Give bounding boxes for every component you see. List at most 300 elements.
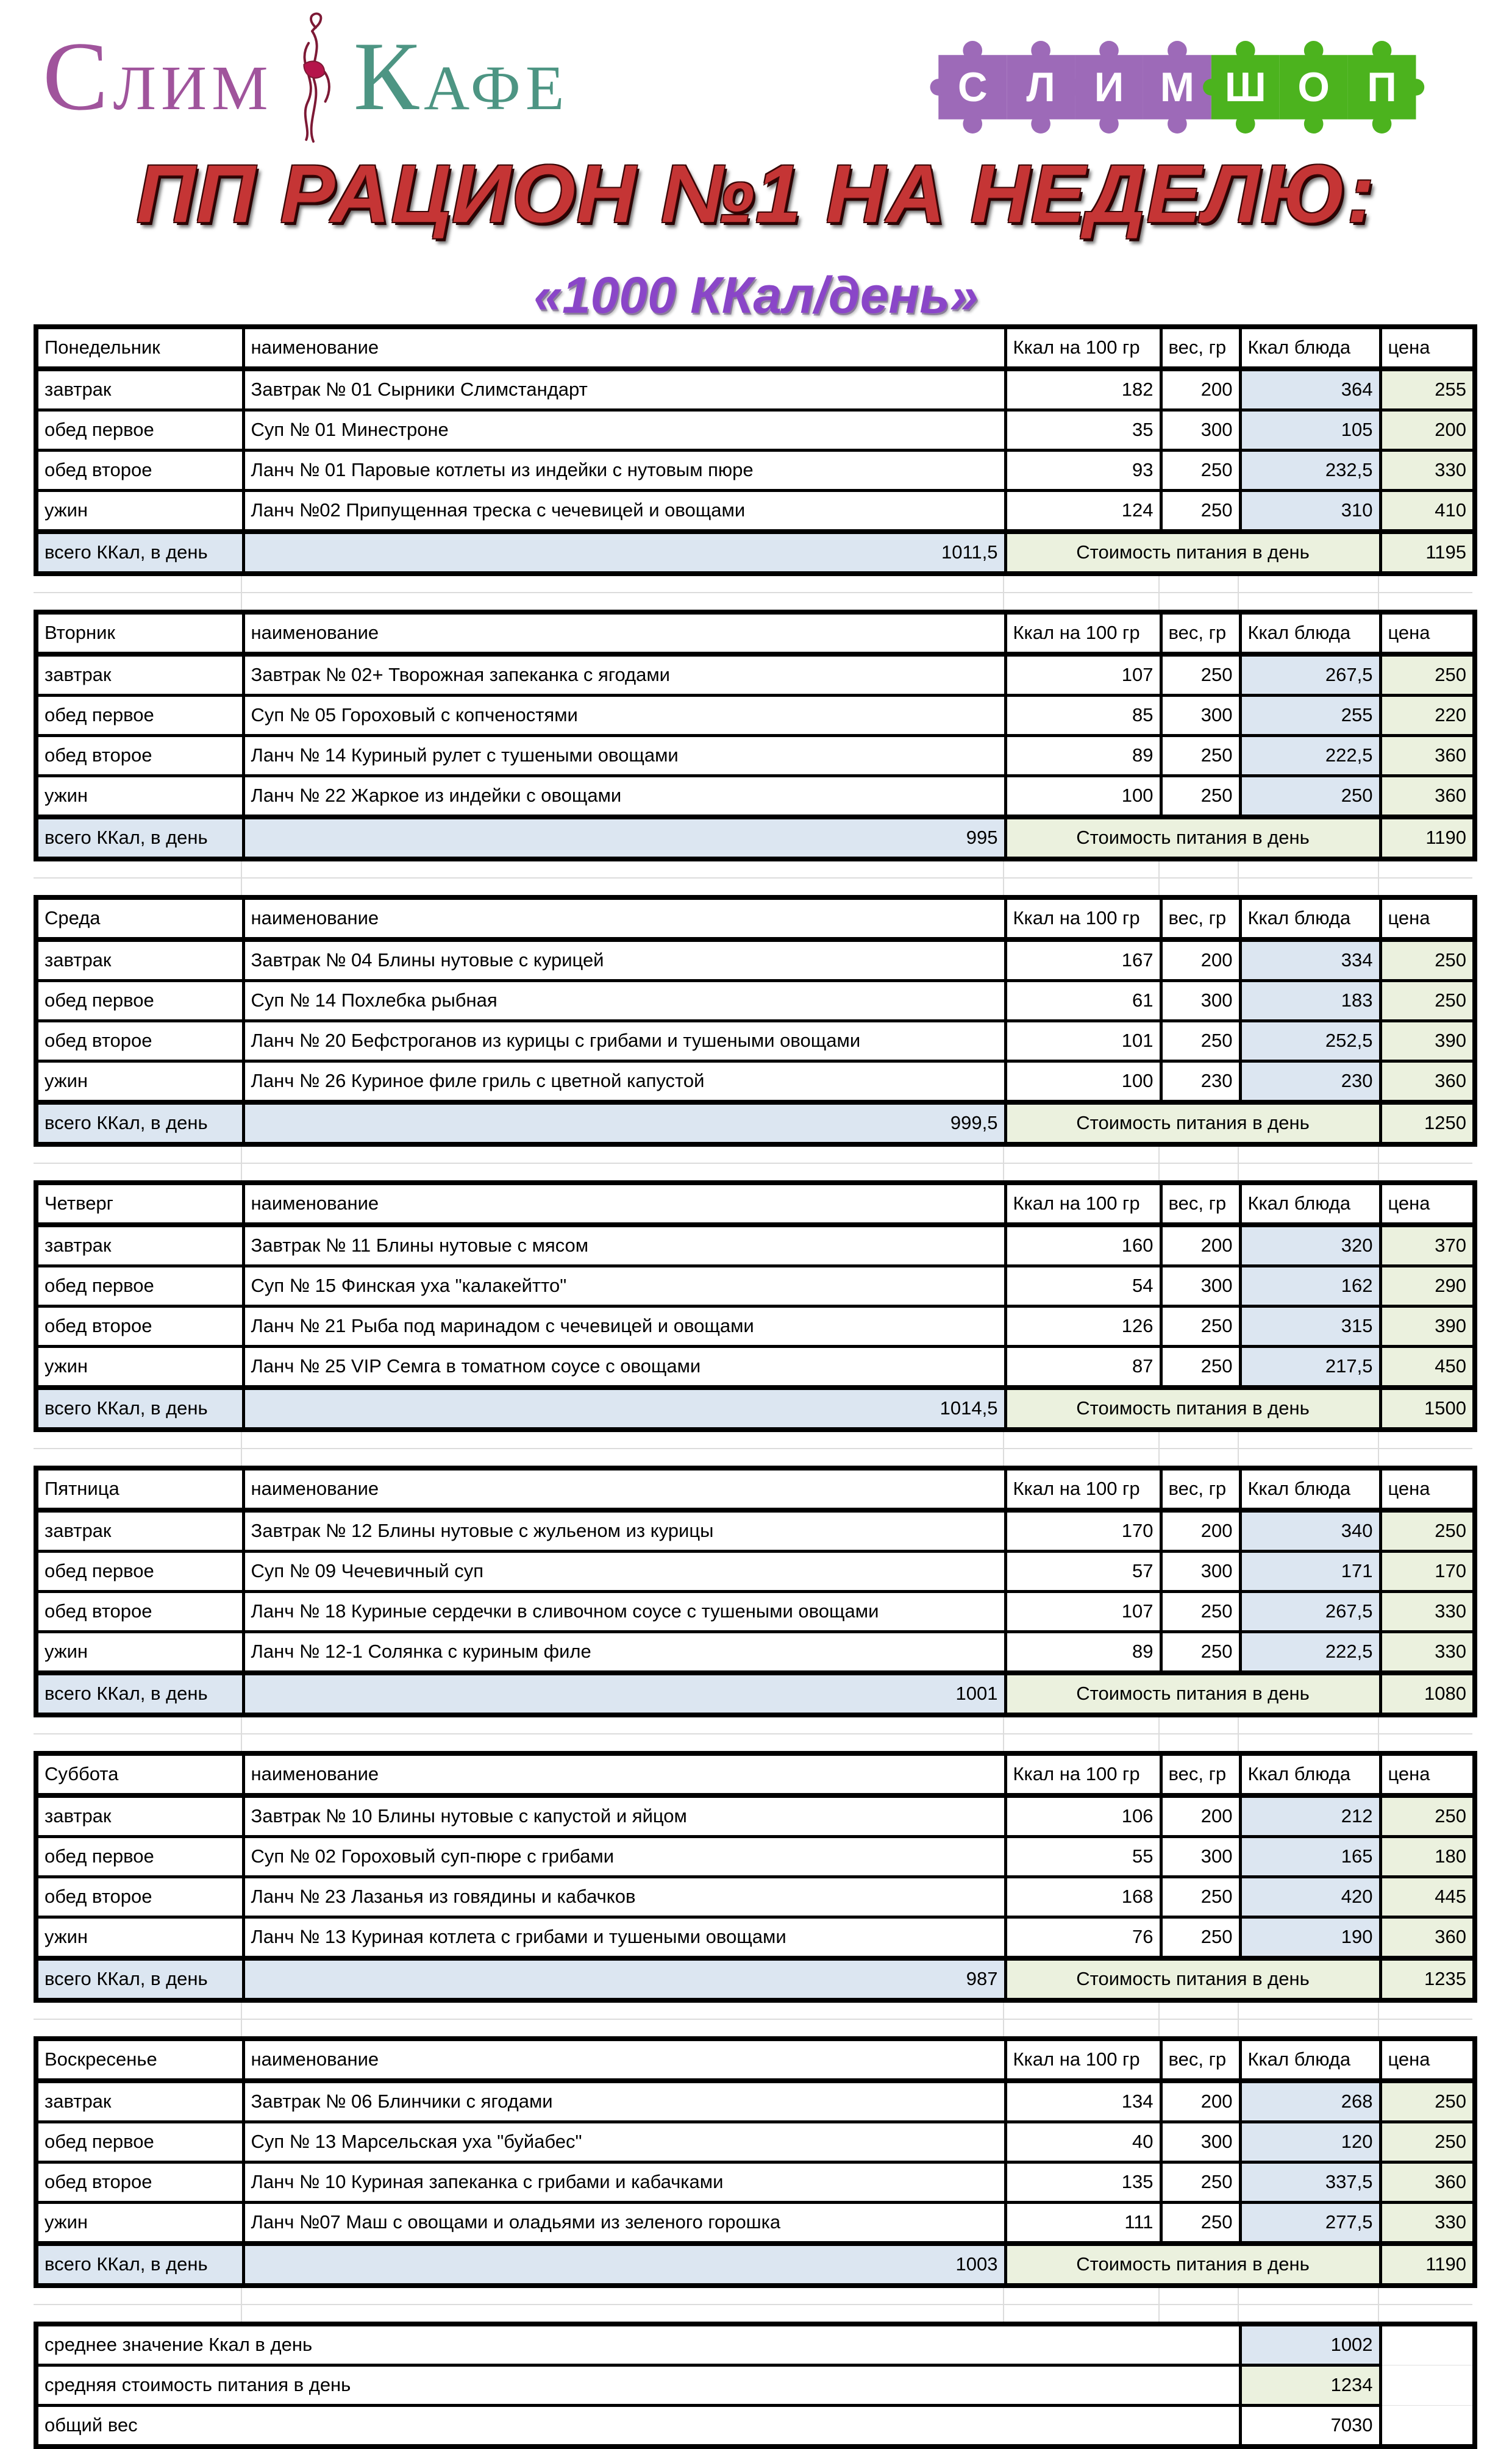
meal-type: ужин bbox=[36, 1917, 243, 1959]
weight-value: 300 bbox=[1161, 1266, 1240, 1306]
meal-type: ужин bbox=[36, 1347, 243, 1388]
meal-row bbox=[36, 776, 1475, 818]
day-total-kcal: 995 bbox=[243, 817, 1005, 859]
day-cost-value: 1500 bbox=[1380, 1388, 1475, 1430]
meal-row bbox=[36, 939, 1475, 981]
price-value: 360 bbox=[1380, 736, 1475, 776]
kcal-per-100-value: 107 bbox=[1005, 654, 1161, 696]
kcal-per-100-value: 107 bbox=[1005, 1592, 1161, 1632]
kcal-per-100-value: 124 bbox=[1005, 491, 1161, 532]
day-header-row bbox=[36, 2039, 1475, 2081]
meal-row bbox=[36, 1877, 1475, 1917]
day-table bbox=[34, 324, 1477, 576]
day-total-row bbox=[36, 1102, 1475, 1144]
price-value: 255 bbox=[1380, 369, 1475, 410]
puzzle-letter: Л bbox=[1026, 65, 1055, 111]
summary-value: 1002 bbox=[1240, 2324, 1380, 2365]
day-name: Пятница bbox=[36, 1468, 243, 1510]
dish-kcal-value: 267,5 bbox=[1240, 1592, 1380, 1632]
day-table bbox=[34, 610, 1477, 861]
meal-type: обед первое bbox=[36, 696, 243, 736]
kcal-per-100-value: 89 bbox=[1005, 736, 1161, 776]
meal-type: завтрак bbox=[36, 939, 243, 981]
price-value: 250 bbox=[1380, 2081, 1475, 2122]
column-header-price: цена bbox=[1380, 1753, 1475, 1795]
summary-table bbox=[34, 2322, 1477, 2449]
dish-name: Ланч № 20 Бефстроганов из курицы с грибами и тушеными овощами bbox=[243, 1021, 1005, 1061]
total-kcal-label: всего ККал, в день bbox=[36, 1673, 243, 1715]
column-header-kcal100: Ккал на 100 гр bbox=[1005, 327, 1161, 369]
meal-type: обед первое bbox=[36, 2122, 243, 2162]
meal-row bbox=[36, 1592, 1475, 1632]
summary-empty-cell bbox=[1380, 2406, 1475, 2447]
weight-value: 250 bbox=[1161, 2203, 1240, 2244]
cost-label: Стоимость питания в день bbox=[1005, 1958, 1380, 2000]
dish-name: Суп № 15 Финская уха "калакейтто" bbox=[243, 1266, 1005, 1306]
dish-name: Ланч № 10 Куриная запеканка с грибами и кабачками bbox=[243, 2162, 1005, 2203]
day-header-row bbox=[36, 897, 1475, 939]
column-header-price: цена bbox=[1380, 1468, 1475, 1510]
dish-name: Завтрак № 11 Блины нутовые с мясом bbox=[243, 1225, 1005, 1266]
day-cost-value: 1250 bbox=[1380, 1102, 1475, 1144]
puzzle-letter: Ш bbox=[1224, 65, 1266, 111]
weight-value: 250 bbox=[1161, 1021, 1240, 1061]
weight-value: 250 bbox=[1161, 1306, 1240, 1347]
dish-name: Ланч № 22 Жаркое из индейки с овощами bbox=[243, 776, 1005, 818]
cost-label: Стоимость питания в день bbox=[1005, 1388, 1380, 1430]
weight-value: 200 bbox=[1161, 1225, 1240, 1266]
kcal-per-100-value: 167 bbox=[1005, 939, 1161, 981]
meal-row bbox=[36, 696, 1475, 736]
price-value: 390 bbox=[1380, 1021, 1475, 1061]
dish-name: Ланч №07 Маш с овощами и оладьями из зеленого горошка bbox=[243, 2203, 1005, 2244]
cost-label: Стоимость питания в день bbox=[1005, 532, 1380, 574]
meal-type: обед первое bbox=[36, 1552, 243, 1592]
meal-type: завтрак bbox=[36, 654, 243, 696]
puzzle-letter: С bbox=[957, 65, 988, 111]
day-name: Воскресенье bbox=[36, 2039, 243, 2081]
dish-kcal-value: 212 bbox=[1240, 1795, 1380, 1837]
summary-empty-cell bbox=[1380, 2324, 1475, 2365]
day-total-kcal: 1011,5 bbox=[243, 532, 1005, 574]
weight-value: 300 bbox=[1161, 1552, 1240, 1592]
day-cost-value: 1190 bbox=[1380, 817, 1475, 859]
price-value: 330 bbox=[1380, 451, 1475, 491]
meal-type: обед первое bbox=[36, 1837, 243, 1877]
column-header-name: наименование bbox=[243, 897, 1005, 939]
day-total-row bbox=[36, 532, 1475, 574]
column-header-kcal: Ккал блюда bbox=[1240, 1468, 1380, 1510]
price-value: 330 bbox=[1380, 2203, 1475, 2244]
kcal-per-100-value: 54 bbox=[1005, 1266, 1161, 1306]
dish-kcal-value: 165 bbox=[1240, 1837, 1380, 1877]
price-value: 290 bbox=[1380, 1266, 1475, 1306]
column-header-weight: вес, гр bbox=[1161, 1468, 1240, 1510]
kcal-per-100-value: 101 bbox=[1005, 1021, 1161, 1061]
dish-name: Завтрак № 12 Блины нутовые с жульеном из курицы bbox=[243, 1510, 1005, 1552]
meal-type: обед второе bbox=[36, 736, 243, 776]
meal-type: ужин bbox=[36, 2203, 243, 2244]
weight-value: 300 bbox=[1161, 410, 1240, 451]
dish-name: Суп № 14 Похлебка рыбная bbox=[243, 981, 1005, 1021]
kcal-per-100-value: 126 bbox=[1005, 1306, 1161, 1347]
price-value: 445 bbox=[1380, 1877, 1475, 1917]
meal-row bbox=[36, 2203, 1475, 2244]
day-block bbox=[34, 2036, 1472, 2322]
price-value: 410 bbox=[1380, 491, 1475, 532]
meal-row bbox=[36, 2122, 1475, 2162]
weight-value: 200 bbox=[1161, 939, 1240, 981]
dish-kcal-value: 190 bbox=[1240, 1917, 1380, 1959]
summary-empty-cell bbox=[1380, 2365, 1475, 2406]
day-total-row bbox=[36, 1388, 1475, 1430]
slim-cafe-logo bbox=[43, 7, 689, 144]
price-value: 220 bbox=[1380, 696, 1475, 736]
weight-value: 300 bbox=[1161, 981, 1240, 1021]
day-total-kcal: 987 bbox=[243, 1958, 1005, 2000]
day-name: Вторник bbox=[36, 612, 243, 654]
weight-value: 250 bbox=[1161, 776, 1240, 818]
day-block bbox=[34, 895, 1472, 1180]
dish-kcal-value: 105 bbox=[1240, 410, 1380, 451]
meal-row bbox=[36, 1510, 1475, 1552]
kcal-per-100-value: 111 bbox=[1005, 2203, 1161, 2244]
dish-name: Ланч №02 Припущенная треска с чечевицей и овощами bbox=[243, 491, 1005, 532]
dish-name: Ланч № 12-1 Солянка с куриным филе bbox=[243, 1632, 1005, 1674]
price-value: 200 bbox=[1380, 410, 1475, 451]
day-header-row bbox=[36, 612, 1475, 654]
column-header-weight: вес, гр bbox=[1161, 327, 1240, 369]
column-header-weight: вес, гр bbox=[1161, 1753, 1240, 1795]
dish-kcal-value: 255 bbox=[1240, 696, 1380, 736]
weight-value: 300 bbox=[1161, 2122, 1240, 2162]
kcal-per-100-value: 35 bbox=[1005, 410, 1161, 451]
puzzle-letter: П bbox=[1367, 65, 1397, 111]
meal-row bbox=[36, 654, 1475, 696]
column-header-weight: вес, гр bbox=[1161, 1183, 1240, 1225]
day-total-row bbox=[36, 817, 1475, 859]
day-total-row bbox=[36, 1673, 1475, 1715]
day-header-row bbox=[36, 1183, 1475, 1225]
weight-value: 250 bbox=[1161, 2162, 1240, 2203]
column-header-kcal100: Ккал на 100 гр bbox=[1005, 1753, 1161, 1795]
price-value: 180 bbox=[1380, 1837, 1475, 1877]
dish-kcal-value: 171 bbox=[1240, 1552, 1380, 1592]
price-value: 170 bbox=[1380, 1552, 1475, 1592]
dish-name: Ланч № 23 Лазанья из говядины и кабачков bbox=[243, 1877, 1005, 1917]
meal-type: ужин bbox=[36, 1632, 243, 1674]
dish-name: Ланч № 13 Куриная котлета с грибами и тушеными овощами bbox=[243, 1917, 1005, 1959]
column-header-kcal100: Ккал на 100 гр bbox=[1005, 1183, 1161, 1225]
weight-value: 250 bbox=[1161, 1917, 1240, 1959]
column-header-price: цена bbox=[1380, 2039, 1475, 2081]
dish-kcal-value: 268 bbox=[1240, 2081, 1380, 2122]
column-header-kcal: Ккал блюда bbox=[1240, 897, 1380, 939]
price-value: 250 bbox=[1380, 981, 1475, 1021]
meal-type: завтрак bbox=[36, 1225, 243, 1266]
meal-row bbox=[36, 981, 1475, 1021]
kcal-per-100-value: 160 bbox=[1005, 1225, 1161, 1266]
day-total-row bbox=[36, 2244, 1475, 2286]
meal-type: завтрак bbox=[36, 1510, 243, 1552]
price-value: 360 bbox=[1380, 776, 1475, 818]
column-header-price: цена bbox=[1380, 1183, 1475, 1225]
kcal-per-100-value: 106 bbox=[1005, 1795, 1161, 1837]
meal-type: обед второе bbox=[36, 1021, 243, 1061]
kcal-per-100-value: 182 bbox=[1005, 369, 1161, 410]
column-header-kcal: Ккал блюда bbox=[1240, 612, 1380, 654]
total-kcal-label: всего ККал, в день bbox=[36, 1102, 243, 1144]
meal-type: обед первое bbox=[36, 410, 243, 451]
dish-kcal-value: 217,5 bbox=[1240, 1347, 1380, 1388]
meal-type: обед первое bbox=[36, 1266, 243, 1306]
day-table bbox=[34, 1180, 1477, 1432]
price-value: 360 bbox=[1380, 2162, 1475, 2203]
puzzle-letter: И bbox=[1094, 65, 1124, 111]
price-value: 360 bbox=[1380, 1061, 1475, 1103]
column-header-name: наименование bbox=[243, 2039, 1005, 2081]
kcal-per-100-value: 170 bbox=[1005, 1510, 1161, 1552]
dish-name: Ланч № 21 Рыба под маринадом с чечевицей и овощами bbox=[243, 1306, 1005, 1347]
dish-name: Суп № 13 Марсельская уха "буйабес" bbox=[243, 2122, 1005, 2162]
meal-row bbox=[36, 1632, 1475, 1674]
weight-value: 200 bbox=[1161, 1795, 1240, 1837]
day-header-row bbox=[36, 1468, 1475, 1510]
meal-row bbox=[36, 1266, 1475, 1306]
day-header-row bbox=[36, 1753, 1475, 1795]
kcal-per-100-value: 85 bbox=[1005, 696, 1161, 736]
price-value: 250 bbox=[1380, 939, 1475, 981]
dish-kcal-value: 310 bbox=[1240, 491, 1380, 532]
price-value: 250 bbox=[1380, 2122, 1475, 2162]
price-value: 250 bbox=[1380, 654, 1475, 696]
meal-row bbox=[36, 2162, 1475, 2203]
meal-type: завтрак bbox=[36, 2081, 243, 2122]
weight-value: 250 bbox=[1161, 1632, 1240, 1674]
dish-name: Завтрак № 06 Блинчики с ягодами bbox=[243, 2081, 1005, 2122]
price-value: 330 bbox=[1380, 1632, 1475, 1674]
total-kcal-label: всего ККал, в день bbox=[36, 2244, 243, 2286]
day-name: Суббота bbox=[36, 1753, 243, 1795]
cost-label: Стоимость питания в день bbox=[1005, 2244, 1380, 2286]
day-cost-value: 1195 bbox=[1380, 532, 1475, 574]
meal-type: обед второе bbox=[36, 2162, 243, 2203]
summary-value: 1234 bbox=[1240, 2365, 1380, 2406]
woman-silhouette-icon bbox=[277, 7, 350, 144]
column-header-kcal100: Ккал на 100 гр bbox=[1005, 897, 1161, 939]
meal-row bbox=[36, 1347, 1475, 1388]
puzzle-letter: М bbox=[1160, 65, 1195, 111]
weight-value: 200 bbox=[1161, 2081, 1240, 2122]
summary-row bbox=[36, 2406, 1475, 2447]
column-header-price: цена bbox=[1380, 327, 1475, 369]
dish-name: Суп № 05 Гороховый с копченостями bbox=[243, 696, 1005, 736]
meal-type: ужин bbox=[36, 776, 243, 818]
day-total-kcal: 1003 bbox=[243, 2244, 1005, 2286]
kcal-per-100-value: 40 bbox=[1005, 2122, 1161, 2162]
dish-kcal-value: 277,5 bbox=[1240, 2203, 1380, 2244]
dish-name: Суп № 09 Чечевичный суп bbox=[243, 1552, 1005, 1592]
dish-kcal-value: 232,5 bbox=[1240, 451, 1380, 491]
dish-kcal-value: 364 bbox=[1240, 369, 1380, 410]
kcal-per-100-value: 55 bbox=[1005, 1837, 1161, 1877]
weight-value: 250 bbox=[1161, 451, 1240, 491]
summary-row bbox=[36, 2365, 1475, 2406]
cost-label: Стоимость питания в день bbox=[1005, 1102, 1380, 1144]
dish-kcal-value: 315 bbox=[1240, 1306, 1380, 1347]
kcal-per-100-value: 135 bbox=[1005, 2162, 1161, 2203]
price-value: 370 bbox=[1380, 1225, 1475, 1266]
summary-row bbox=[36, 2324, 1475, 2365]
dish-kcal-value: 183 bbox=[1240, 981, 1380, 1021]
meal-type: обед второе bbox=[36, 1592, 243, 1632]
meal-row bbox=[36, 491, 1475, 532]
meal-row bbox=[36, 1021, 1475, 1061]
day-table bbox=[34, 1466, 1477, 1717]
dish-name: Ланч № 18 Куриные сердечки в сливочном соусе с тушеными овощами bbox=[243, 1592, 1005, 1632]
meal-row bbox=[36, 369, 1475, 410]
page-subtitle: «1000 ККал/день» bbox=[533, 266, 979, 324]
kcal-per-100-value: 93 bbox=[1005, 451, 1161, 491]
meal-row bbox=[36, 451, 1475, 491]
dish-name: Завтрак № 01 Сырники Слимстандарт bbox=[243, 369, 1005, 410]
weight-value: 250 bbox=[1161, 1592, 1240, 1632]
logo-word-kafe: КАФЕ bbox=[353, 21, 569, 130]
dish-kcal-value: 267,5 bbox=[1240, 654, 1380, 696]
weight-value: 230 bbox=[1161, 1061, 1240, 1103]
kcal-per-100-value: 61 bbox=[1005, 981, 1161, 1021]
dish-name: Завтрак № 10 Блины нутовые с капустой и яйцом bbox=[243, 1795, 1005, 1837]
meal-row bbox=[36, 1061, 1475, 1103]
dish-kcal-value: 230 bbox=[1240, 1061, 1380, 1103]
total-kcal-label: всего ККал, в день bbox=[36, 1388, 243, 1430]
meal-type: обед второе bbox=[36, 451, 243, 491]
day-total-kcal: 999,5 bbox=[243, 1102, 1005, 1144]
weight-value: 300 bbox=[1161, 1837, 1240, 1877]
total-kcal-label: всего ККал, в день bbox=[36, 1958, 243, 2000]
price-value: 250 bbox=[1380, 1510, 1475, 1552]
column-header-kcal100: Ккал на 100 гр bbox=[1005, 1468, 1161, 1510]
puzzle-letter: О bbox=[1297, 65, 1330, 111]
page-title: ПП РАЦИОН №1 НА НЕДЕЛЮ: bbox=[136, 149, 1376, 240]
day-block bbox=[34, 324, 1472, 610]
column-header-name: наименование bbox=[243, 327, 1005, 369]
meal-row bbox=[36, 1552, 1475, 1592]
dish-kcal-value: 320 bbox=[1240, 1225, 1380, 1266]
column-header-weight: вес, гр bbox=[1161, 2039, 1240, 2081]
price-value: 360 bbox=[1380, 1917, 1475, 1959]
summary-value: 7030 bbox=[1240, 2406, 1380, 2447]
day-header-row bbox=[36, 327, 1475, 369]
dish-kcal-value: 250 bbox=[1240, 776, 1380, 818]
column-header-kcal: Ккал блюда bbox=[1240, 2039, 1380, 2081]
total-kcal-label: всего ККал, в день bbox=[36, 532, 243, 574]
meal-type: ужин bbox=[36, 491, 243, 532]
dish-kcal-value: 120 bbox=[1240, 2122, 1380, 2162]
dish-kcal-value: 162 bbox=[1240, 1266, 1380, 1306]
weight-value: 250 bbox=[1161, 491, 1240, 532]
dish-name: Суп № 01 Минестроне bbox=[243, 410, 1005, 451]
slimshop-puzzle-logo bbox=[930, 29, 1439, 145]
day-block bbox=[34, 610, 1472, 895]
meal-row bbox=[36, 2081, 1475, 2122]
meal-type: завтрак bbox=[36, 369, 243, 410]
meal-type: обед второе bbox=[36, 1306, 243, 1347]
cost-label: Стоимость питания в день bbox=[1005, 817, 1380, 859]
meal-row bbox=[36, 736, 1475, 776]
dish-name: Ланч № 26 Куриное филе гриль с цветной капустой bbox=[243, 1061, 1005, 1103]
day-cost-value: 1080 bbox=[1380, 1673, 1475, 1715]
kcal-per-100-value: 134 bbox=[1005, 2081, 1161, 2122]
meal-row bbox=[36, 1306, 1475, 1347]
meal-row bbox=[36, 1917, 1475, 1959]
dish-kcal-value: 340 bbox=[1240, 1510, 1380, 1552]
dish-name: Завтрак № 04 Блины нутовые с курицей bbox=[243, 939, 1005, 981]
day-cost-value: 1190 bbox=[1380, 2244, 1475, 2286]
day-block bbox=[34, 1751, 1472, 2036]
day-total-kcal: 1014,5 bbox=[243, 1388, 1005, 1430]
kcal-per-100-value: 87 bbox=[1005, 1347, 1161, 1388]
weight-value: 200 bbox=[1161, 1510, 1240, 1552]
weight-value: 250 bbox=[1161, 736, 1240, 776]
day-name: Понедельник bbox=[36, 327, 243, 369]
meal-type: обед второе bbox=[36, 1877, 243, 1917]
meal-type: обед первое bbox=[36, 981, 243, 1021]
day-total-row bbox=[36, 1958, 1475, 2000]
logo-word-slim: СЛИМ bbox=[43, 21, 273, 130]
day-cost-value: 1235 bbox=[1380, 1958, 1475, 2000]
day-name: Четверг bbox=[36, 1183, 243, 1225]
price-value: 250 bbox=[1380, 1795, 1475, 1837]
dish-name: Суп № 02 Гороховый суп-пюре с грибами bbox=[243, 1837, 1005, 1877]
dish-kcal-value: 420 bbox=[1240, 1877, 1380, 1917]
total-kcal-label: всего ККал, в день bbox=[36, 817, 243, 859]
kcal-per-100-value: 89 bbox=[1005, 1632, 1161, 1674]
day-table bbox=[34, 1751, 1477, 2003]
meal-type: ужин bbox=[36, 1061, 243, 1103]
summary-label: средняя стоимость питания в день bbox=[36, 2365, 1240, 2406]
day-total-kcal: 1001 bbox=[243, 1673, 1005, 1715]
dish-name: Ланч № 01 Паровые котлеты из индейки с нутовым пюре bbox=[243, 451, 1005, 491]
kcal-per-100-value: 76 bbox=[1005, 1917, 1161, 1959]
cost-label: Стоимость питания в день bbox=[1005, 1673, 1380, 1715]
summary-label: общий вес bbox=[36, 2406, 1240, 2447]
day-table bbox=[34, 2036, 1477, 2288]
dish-kcal-value: 252,5 bbox=[1240, 1021, 1380, 1061]
column-header-price: цена bbox=[1380, 612, 1475, 654]
dish-name: Ланч № 25 VIP Семга в томатном соусе с овощами bbox=[243, 1347, 1005, 1388]
weight-value: 300 bbox=[1161, 696, 1240, 736]
kcal-per-100-value: 100 bbox=[1005, 776, 1161, 818]
column-header-name: наименование bbox=[243, 1183, 1005, 1225]
dish-kcal-value: 222,5 bbox=[1240, 736, 1380, 776]
summary-label: среднее значение Ккал в день bbox=[36, 2324, 1240, 2365]
meal-row bbox=[36, 1837, 1475, 1877]
meal-row bbox=[36, 1795, 1475, 1837]
weight-value: 250 bbox=[1161, 1877, 1240, 1917]
column-header-kcal: Ккал блюда bbox=[1240, 1753, 1380, 1795]
kcal-per-100-value: 168 bbox=[1005, 1877, 1161, 1917]
meal-type: завтрак bbox=[36, 1795, 243, 1837]
dish-name: Завтрак № 02+ Творожная запеканка с ягодами bbox=[243, 654, 1005, 696]
day-tables bbox=[34, 324, 1472, 2449]
column-header-name: наименование bbox=[243, 1468, 1005, 1510]
column-header-weight: вес, гр bbox=[1161, 897, 1240, 939]
column-header-kcal: Ккал блюда bbox=[1240, 1183, 1380, 1225]
price-value: 330 bbox=[1380, 1592, 1475, 1632]
column-header-name: наименование bbox=[243, 1753, 1005, 1795]
weight-value: 200 bbox=[1161, 369, 1240, 410]
